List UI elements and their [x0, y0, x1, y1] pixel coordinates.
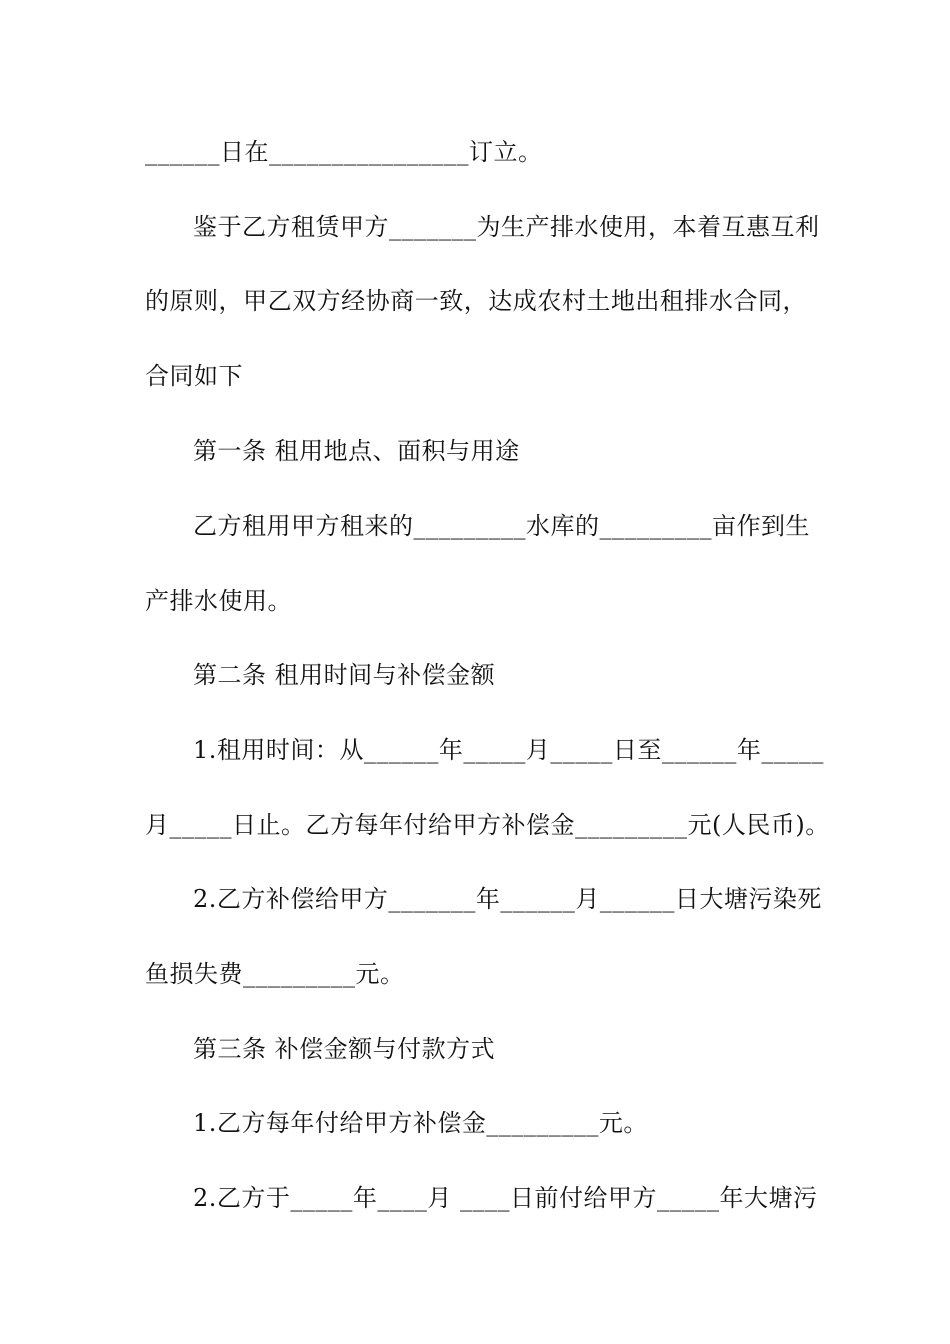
- text-line-date-place: ______日在________________订立。: [145, 138, 543, 166]
- text-line-article-3-item-1: 1.乙方每年付给甲方补偿金_________元。: [193, 1109, 648, 1137]
- article-1-heading: 第一条 租用地点、面积与用途: [193, 437, 520, 465]
- text-line-preamble-2: 的原则，甲乙双方经协商一致，达成农村土地出租排水合同，: [145, 287, 807, 315]
- text-line-article-1-body-2: 产排水使用。: [145, 587, 292, 615]
- text-line-article-1-body-1: 乙方租用甲方租来的_________水库的_________亩作到生: [193, 512, 810, 540]
- article-2-heading: 第二条 租用时间与补偿金额: [193, 661, 496, 689]
- text-line-article-2-item-2a: 2.乙方补偿给甲方_______年______月______日大塘污染死: [193, 885, 822, 913]
- text-line-article-3-item-2: 2.乙方于_____年____月 ____日前付给甲方_____年大塘污: [193, 1184, 818, 1212]
- text-line-preamble-3: 合同如下: [145, 362, 243, 390]
- text-line-preamble-1: 鉴于乙方租赁甲方_______为生产排水使用，本着互惠互利: [193, 213, 820, 241]
- text-line-article-2-item-1b: 月_____日止。乙方每年付给甲方补偿金_________元(人民币)。: [145, 811, 830, 839]
- text-line-article-2-item-2b: 鱼损失费_________元。: [145, 960, 405, 988]
- text-line-article-2-item-1a: 1.租用时间：从______年_____月_____日至______年_____: [193, 736, 824, 764]
- article-3-heading: 第三条 补偿金额与付款方式: [193, 1035, 496, 1063]
